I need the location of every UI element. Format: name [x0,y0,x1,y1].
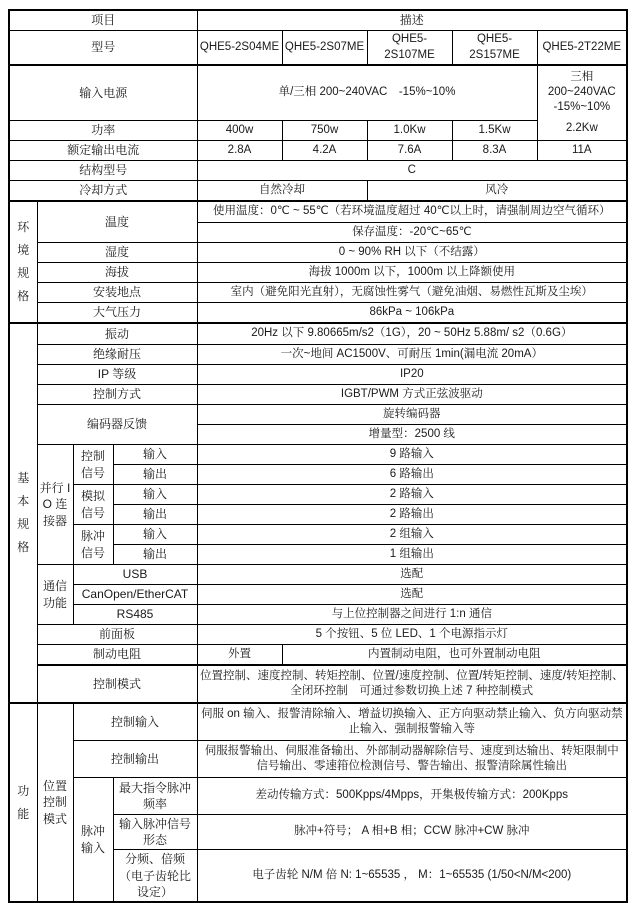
power-value: 1.0Kw [367,121,452,141]
group-comm: 通信功能 [37,565,73,625]
ip-label: IP 等级 [37,365,197,385]
input-power-right-line: -15%~10% [553,100,611,113]
vibration-value: 20Hz 以下 9.80665m/s2（1G），20 ~ 50Hz 5.88m/ s2（0.6G） [197,323,627,345]
max-freq-value: 差动传输方式：500Kpps/4Mpps，开集极传输方式：200Kpps [197,778,627,815]
encoder-resolution: 增量型：2500 线 [197,425,627,445]
ctrl-out-label: 控制输出 [73,741,197,778]
panel-value: 5 个按钮、5 位 LED、1 个电源指示灯 [197,625,627,645]
temp-use-value: 使用温度：0℃ ~ 55℃（若环境温度超过 40℃以上时，请强制周边空气循环） [197,201,627,223]
group-function: 功能 [9,703,37,902]
gear-value: 电子齿轮 N/M 倍 N: 1~65535 ， M：1~65535 (1/50<N/M<200) [197,850,627,902]
gear-label: 分频、倍频（电子齿轮比设定） [113,850,197,902]
pressure-value: 86kPa ~ 106kPa [197,303,627,324]
comm-usb-value: 选配 [197,565,627,585]
panel-label: 前面板 [37,625,197,645]
altitude-label: 海拔 [37,263,197,283]
model-value: QHE5-2S157ME [452,31,537,66]
io-pulse-in-value: 2 组输入 [197,525,627,545]
comm-can-label: CanOpen/EtherCAT [73,585,197,605]
comm-can-value: 选配 [197,585,627,605]
rated-current-value: 11A [537,141,627,161]
power-value: 400w [197,121,282,141]
power-value: 1.5Kw [452,121,537,141]
input-power-right-cell [537,65,627,141]
io-pulse-out-label: 输出 [113,545,197,565]
input-power-main: 单/三相 200~240VAC -15%~10% [197,65,537,121]
spec-table [8,9,628,903]
input-power-right [538,70,627,137]
power-value: 750w [282,121,367,141]
pulse-form-label: 输入脉冲信号形态 [113,815,197,850]
io-control-label: 控制信号 [73,445,113,485]
comm-rs485-value: 与上位控制器之间进行 1:n 通信 [197,605,627,625]
group-pulse-input: 脉冲输入 [73,778,113,902]
io-control-in-value: 9 路输入 [197,445,627,465]
ctrl-in-value: 伺服 on 输入、报警清除输入、增益切换输入、正方向驱动禁止输入、负方向驱动禁止输入、强制报警输入等 [197,703,627,741]
rated-current-value: 8.3A [452,141,537,161]
site-value: 室内（避免阳光直射），无腐蚀性雾气（避免油烟、易燃性瓦斯及尘埃） [197,283,627,303]
io-control-in-label: 输入 [113,445,197,465]
rated-current-value: 7.6A [367,141,452,161]
temp-label: 温度 [37,201,197,243]
power-value: 2.2Kw [565,122,598,135]
max-freq-label: 最大指令脉冲频率 [113,778,197,815]
control-modes-value: 位置控制、速度控制、转矩控制、位置/速度控制、位置/转矩控制、速度/转矩控制、全闭环控制 可通过参数切换上述 7 种控制模式 [197,665,627,703]
humidity-label: 湿度 [37,243,197,263]
vibration-label: 振动 [37,323,197,345]
header-description: 描述 [197,10,627,31]
insulation-label: 绝缘耐压 [37,345,197,365]
encoder-label: 编码器反馈 [37,405,197,445]
site-label: 安装地点 [37,283,197,303]
group-environment: 环境规格 [9,201,37,323]
ctrl-in-label: 控制输入 [73,703,197,741]
io-pulse-out-value: 1 组输出 [197,545,627,565]
io-analog-out-value: 2 路输出 [197,505,627,525]
altitude-value: 海拔 1000m 以下，1000m 以上降额使用 [197,263,627,283]
brake-external: 外置 [197,645,282,666]
humidity-value: 0 ~ 90% RH 以下（不结露） [197,243,627,263]
comm-usb-label: USB [73,565,197,585]
insulation-value: 一次~地间 AC1500V、可耐压 1min(漏电流 20mA） [197,345,627,365]
ip-value: IP20 [197,365,627,385]
brake-value: 内置制动电阻，也可外置制动电阻 [282,645,627,666]
pulse-form-value: 脉冲+符号； A 相+B 相；CCW 脉冲+CW 脉冲 [197,815,627,850]
group-parallel-io: 并行 IO 连接器 [37,445,73,565]
io-analog-label: 模拟信号 [73,485,113,525]
model-label: 型号 [9,31,197,66]
encoder-type: 旋转编码器 [197,405,627,425]
model-value: QHE5-2T22ME [537,31,627,66]
rated-current-value: 4.2A [282,141,367,161]
temp-storage-value: 保存温度：-20℃~65℃ [197,223,627,243]
input-power-right-line: 三相 [570,70,594,83]
io-analog-in-value: 2 路输入 [197,485,627,505]
header-item: 项目 [9,10,197,31]
input-power-right-line: 200~240VAC [547,85,616,98]
io-pulse-in-label: 输入 [113,525,197,545]
control-modes-label: 控制模式 [37,665,197,703]
control-method-value: IGBT/PWM 方式正弦波驱动 [197,385,627,405]
ctrl-out-value: 伺服报警输出、伺服准备输出、外部制动器解除信号、速度到达输出、转矩限制中信号输出、零速箝位检测信号、警告输出、报警清除属性输出 [197,741,627,778]
io-control-out-value: 6 路输出 [197,465,627,485]
io-control-out-label: 输出 [113,465,197,485]
io-analog-out-label: 输出 [113,505,197,525]
control-method-label: 控制方式 [37,385,197,405]
io-analog-in-label: 输入 [113,485,197,505]
group-position-mode: 位置控制模式 [37,703,73,902]
frame-label: 结构型号 [9,161,197,181]
rated-current-label: 额定输出电流 [9,141,197,161]
model-value: QHE5-2S107ME [367,31,452,66]
cooling-label: 冷却方式 [9,181,197,202]
comm-rs485-label: RS485 [73,605,197,625]
io-pulse-label: 脉冲信号 [73,525,113,565]
cooling-fan: 风冷 [367,181,627,202]
model-value: QHE5-2S04ME [197,31,282,66]
brake-label: 制动电阻 [37,645,197,666]
cooling-natural: 自然冷却 [197,181,367,202]
input-power-label: 输入电源 [9,65,197,121]
rated-current-value: 2.8A [197,141,282,161]
group-basic-spec: 基本规格 [9,323,37,703]
pressure-label: 大气压力 [37,303,197,324]
model-value: QHE5-2S07ME [282,31,367,66]
power-label: 功率 [9,121,197,141]
frame-value: C [197,161,627,181]
